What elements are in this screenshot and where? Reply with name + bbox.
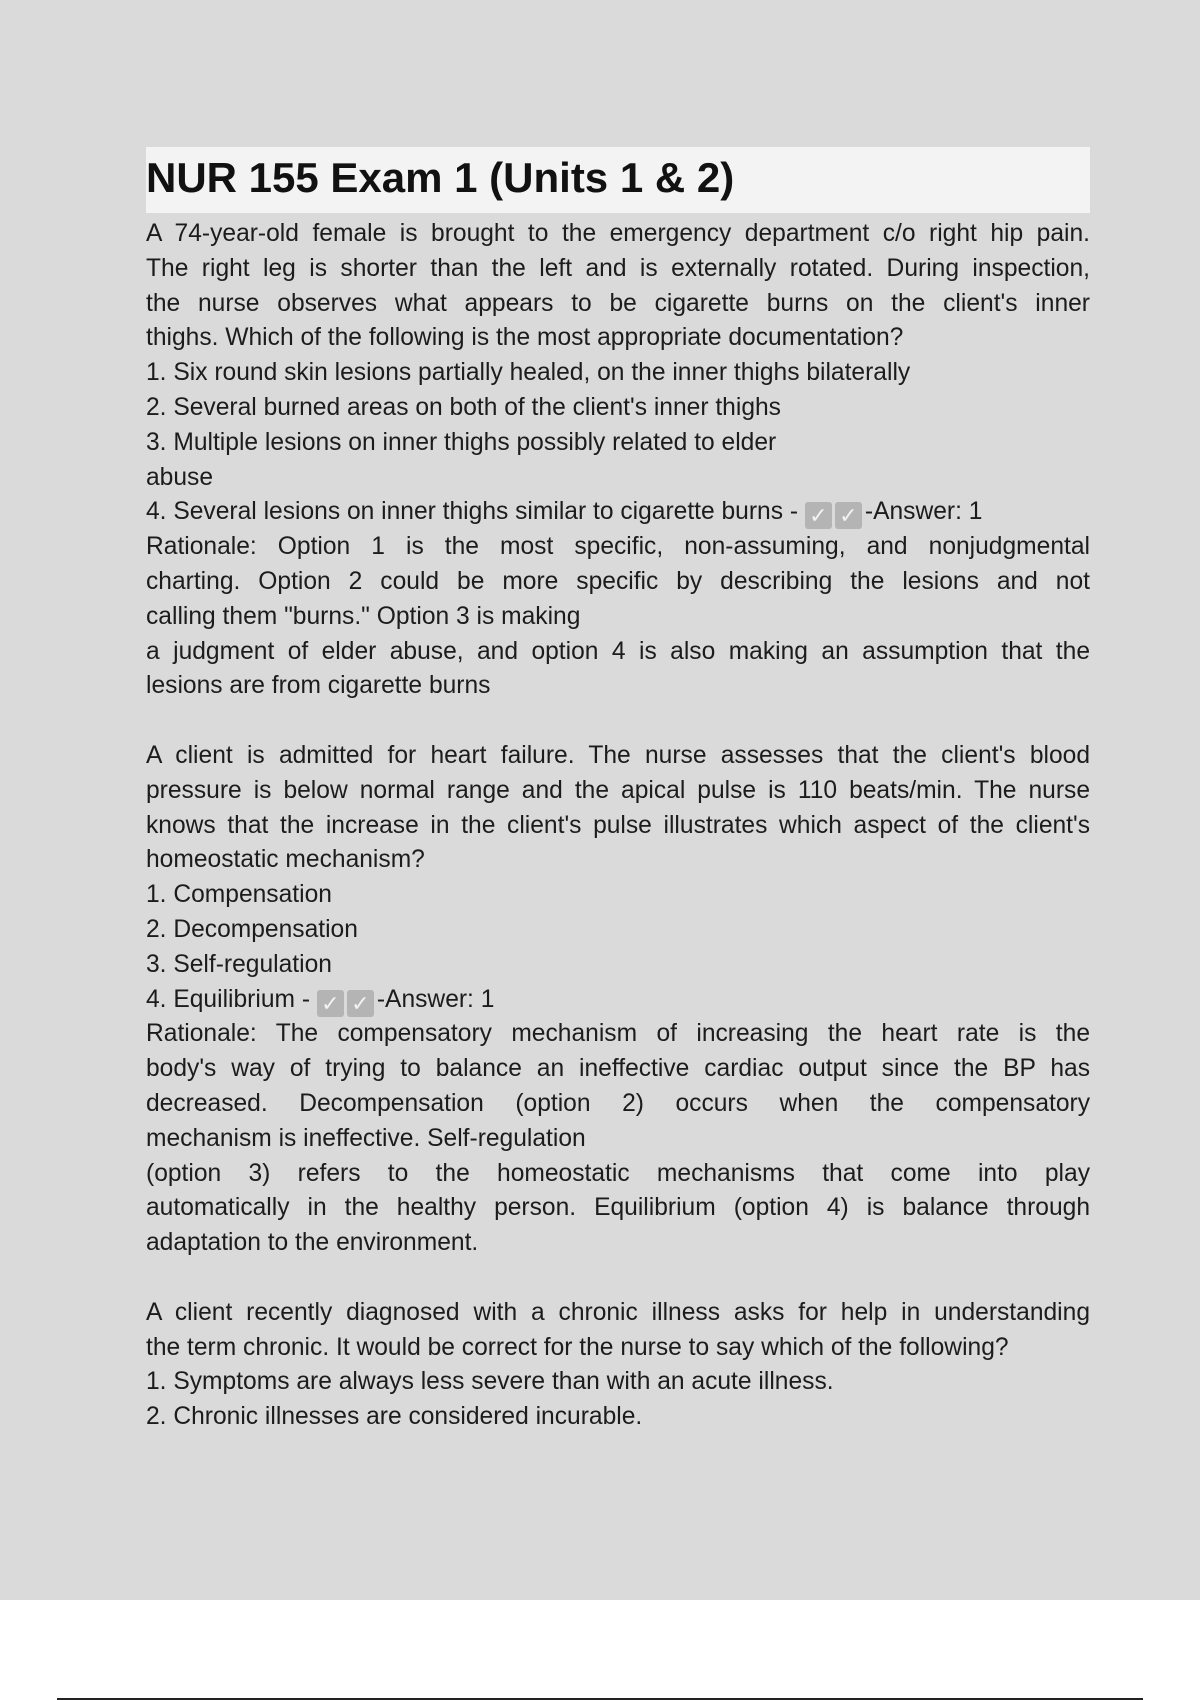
question-stem-line: the nurse observes what appears to be cigarette burns on the client's inner [146, 289, 1090, 317]
rationale-line: charting. Option 2 could be more specific by describing the lesions and not [146, 567, 1090, 595]
rationale-line: decreased. Decompensation (option 2) occurs when the compensatory [146, 1089, 1090, 1117]
answer-option: 3. Multiple lesions on inner thighs possibly related to elder [146, 428, 777, 456]
answer-option: 2. Chronic illnesses are considered incurable. [146, 1403, 643, 1431]
question-stem-line: knows that the increase in the client's pulse illustrates which aspect of the client's [146, 811, 1090, 839]
question-stem-line: homeostatic mechanism? [146, 846, 425, 874]
answer-option: 4. Several lesions on inner thighs similar to cigarette burns - [146, 498, 805, 526]
question-stem-line: A client recently diagnosed with a chronic illness asks for help in understanding [146, 1298, 1090, 1326]
question-stem-line: pressure is below normal range and the apical pulse is 110 beats/min. The nurse [146, 776, 1090, 804]
checkmark-icon: ✓ [317, 990, 344, 1017]
question-stem-line: A client is admitted for heart failure. The nurse assesses that the client's blood [146, 741, 1090, 769]
question-stem-line: the term chronic. It would be correct for the nurse to say which of the following? [146, 1333, 1009, 1361]
question-3 [146, 1296, 1090, 1435]
answer-option-with-key [146, 495, 1090, 530]
question-stem-line: The right leg is shorter than the left and is externally rotated. During inspection, [146, 254, 1090, 282]
question-stem-line: A 74-year-old female is brought to the emergency department c/o right hip pain. [146, 220, 1090, 247]
question-2 [146, 739, 1090, 1261]
rationale-line: Rationale: Option 1 is the most specific, non-assuming, and nonjudgmental [146, 533, 1090, 561]
answer-option: 1. Six round skin lesions partially healed, on the inner thighs bilaterally [146, 359, 911, 387]
rationale-line: body's way of trying to balance an ineffective cardiac output since the BP has [146, 1055, 1090, 1083]
answer-option: 2. Decompensation [146, 915, 358, 943]
rationale-line: lesions are from cigarette burns [146, 672, 491, 700]
checkmark-icon: ✓ [805, 502, 832, 529]
rationale-line: adaptation to the environment. [146, 1229, 479, 1257]
answer-option: 1. Symptoms are always less severe than with an acute illness. [146, 1368, 834, 1396]
answer-option: 1. Compensation [146, 881, 332, 909]
answer-key: -Answer: 1 [376, 985, 495, 1013]
rationale-line: mechanism is ineffective. Self-regulation [146, 1124, 586, 1152]
rationale-line: (option 3) refers to the homeostatic mechanisms that come into play [146, 1159, 1090, 1187]
checkmark-icon: ✓ [347, 990, 374, 1017]
answer-option-with-key [146, 983, 1090, 1018]
rationale-line: calling them "burns." Option 3 is making [146, 602, 581, 630]
checkmark-icon: ✓ [835, 502, 862, 529]
document-title: NUR 155 Exam 1 (Units 1 & 2) [146, 154, 735, 201]
answer-option: 3. Self-regulation [146, 950, 332, 978]
paragraph-gap [146, 1261, 1090, 1296]
answer-key: -Answer: 1 [864, 498, 983, 526]
paragraph-gap [146, 704, 1090, 739]
rationale-line: Rationale: The compensatory mechanism of increasing the heart rate is the [146, 1020, 1090, 1048]
question-1 [146, 217, 1090, 704]
answer-option: 4. Equilibrium - [146, 985, 317, 1013]
answer-option-continued: abuse [146, 463, 214, 491]
rationale-line: a judgment of elder abuse, and option 4 is also making an assumption that the [146, 637, 1090, 665]
document-body [146, 147, 1090, 1435]
question-stem-line: thighs. Which of the following is the most appropriate documentation? [146, 324, 904, 352]
answer-option: 2. Several burned areas on both of the client's inner thighs [146, 393, 781, 421]
title-banner [146, 147, 1090, 213]
rationale-line: automatically in the healthy person. Equilibrium (option 4) is balance through [146, 1194, 1090, 1222]
